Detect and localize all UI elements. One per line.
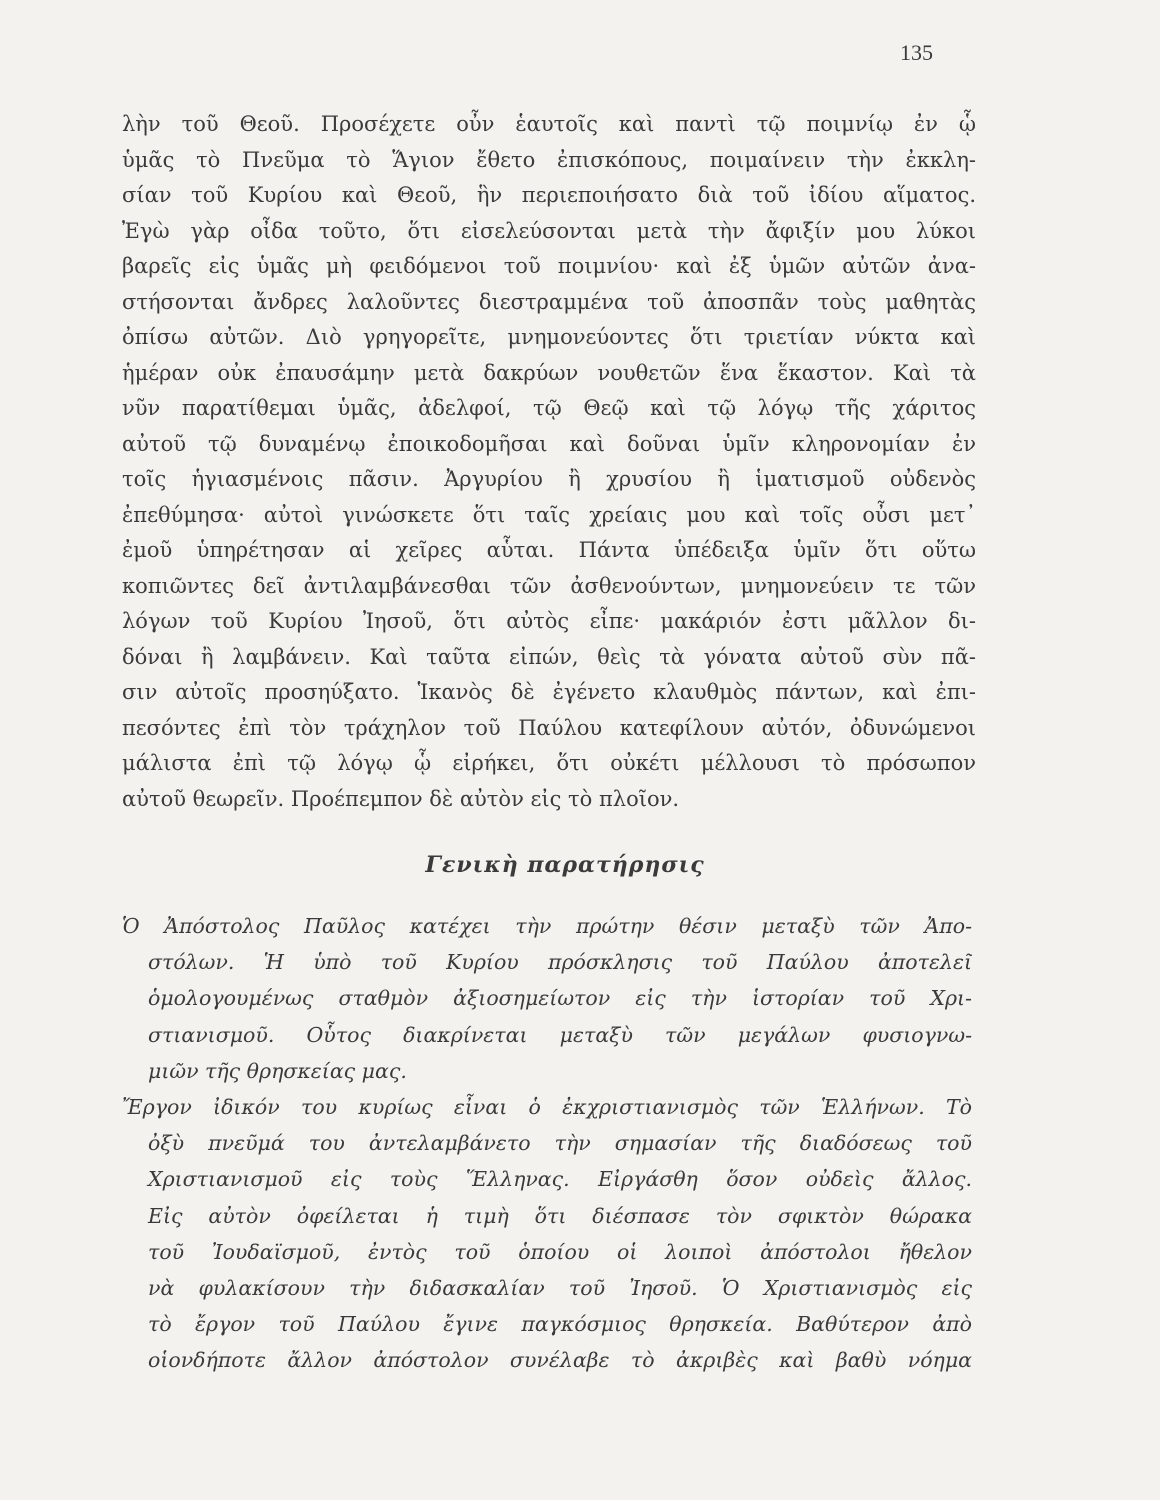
text-line: στόλων. Ἡ ὑπὸ τοῦ Κυρίου πρόσκλησις τοῦ Παύλου ἀποτελεῖ: [148, 950, 972, 975]
text-line: νῦν παρατίθεμαι ὑμᾶς, ἀδελφοί, τῷ Θεῷ καὶ τῷ λόγῳ τῆς χάριτος: [122, 396, 976, 420]
text-line: σίαν τοῦ Κυρίου καὶ Θεοῦ, ἣν περιεποιήσατο διὰ τοῦ ἰδίου αἵματος.: [122, 183, 976, 207]
text-line: Ἐγὼ γὰρ οἶδα τοῦτο, ὅτι εἰσελεύσονται μετὰ τὴν ἄφιξίν μου λύκοι: [122, 218, 976, 243]
text-line: Εἰς αὐτὸν ὀφείλεται ἡ τιμὴ ὅτι διέσπασε τὸν σφικτὸν θώρακα: [148, 1203, 972, 1228]
text-line: αὐτοῦ τῷ δυναμένῳ ἐποικοδομῆσαι καὶ δοῦναι ὑμῖν κληρονομίαν ἐν: [122, 431, 976, 456]
text-line: λὴν τοῦ Θεοῦ. Προσέχετε οὖν ἑαυτοῖς καὶ παντὶ τῷ ποιμνίῳ ἐν ᾧ: [122, 112, 976, 136]
text-line: λόγων τοῦ Κυρίου Ἰησοῦ, ὅτι αὐτὸς εἶπε· μακάριόν ἐστι μᾶλλον δι-: [122, 609, 976, 633]
text-line: μιῶν τῆς θρησκείας μας.: [148, 1058, 407, 1083]
text-line: ἐμοῦ ὑπηρέτησαν αἱ χεῖρες αὗται. Πάντα ὑπέδειξα ὑμῖν ὅτι οὕτω: [122, 538, 976, 562]
text-line: Ἔργον ἰδικόν του κυρίως εἶναι ὁ ἐκχριστιανισμὸς τῶν Ἑλλήνων. Τὸ: [122, 1094, 972, 1119]
text-line: μάλιστα ἐπὶ τῷ λόγῳ ᾧ εἰρήκει, ὅτι οὐκέτι μέλλουσι τὸ πρόσωπον: [122, 751, 976, 775]
page-number: 135: [900, 40, 933, 65]
text-line: βαρεῖς εἰς ὑμᾶς μὴ φειδόμενοι τοῦ ποιμνίου· καὶ ἐξ ὑμῶν αὐτῶν ἀνα-: [122, 254, 976, 278]
text-line: σιν αὐτοῖς προσηύξατο. Ἱκανὸς δὲ ἐγένετο κλαυθμὸς πάντων, καὶ ἐπι-: [122, 680, 976, 704]
text-line: ἡμέραν οὐκ ἐπαυσάμην μετὰ δακρύων νουθετῶν ἕνα ἕκαστον. Καὶ τὰ: [122, 360, 976, 385]
section-heading: Γενικὴ παρατήρησις: [425, 852, 705, 878]
text-line: τοῖς ἡγιασμένοις πᾶσιν. Ἀργυρίου ἢ χρυσίου ἢ ἱματισμοῦ οὐδενὸς: [122, 467, 976, 491]
text-line: στιανισμοῦ. Οὗτος διακρίνεται μεταξὺ τῶν μεγάλων φυσιογνω-: [148, 1022, 972, 1047]
text-line: οἱονδήποτε ἄλλον ἀπόστολον συνέλαβε τὸ ἀκριβὲς καὶ βαθὺ νόημα: [148, 1348, 972, 1373]
body-text: [122, 107, 976, 817]
text-line: ὀπίσω αὐτῶν. Διὸ γρηγορεῖτε, μνημονεύοντες ὅτι τριετίαν νύκτα καὶ: [122, 325, 976, 349]
text-line: δόναι ἢ λαμβάνειν. Καὶ ταῦτα εἰπών, θεὶς τὰ γόνατα αὐτοῦ σὺν πᾶ-: [122, 644, 976, 669]
text-line: τὸ ἔργον τοῦ Παύλου ἔγινε παγκόσμιος θρησκεία. Βαθύτερον ἀπὸ: [148, 1312, 972, 1337]
text-line: Ὁ Ἀπόστολος Παῦλος κατέχει τὴν πρώτην θέσιν μεταξὺ τῶν Ἀπο-: [122, 914, 972, 938]
text-line: κοπιῶντες δεῖ ἀντιλαμβάνεσθαι τῶν ἀσθενούντων, μνημονεύειν τε τῶν: [122, 573, 976, 598]
text-line: στήσονται ἄνδρες λαλοῦντες διεστραμμένα τοῦ ἀποσπᾶν τοὺς μαθητὰς: [122, 289, 976, 314]
text-line: πεσόντες ἐπὶ τὸν τράχηλον τοῦ Παύλου κατεφίλουν αὐτόν, ὀδυνώμενοι: [122, 715, 976, 740]
text-line: ὀξὺ πνεῦμά του ἀντελαμβάνετο τὴν σημασίαν τῆς διαδόσεως τοῦ: [148, 1131, 972, 1156]
text-line: ὁμολογουμένως σταθμὸν ἀξιοσημείωτον εἰς τὴν ἱστορίαν τοῦ Χρι-: [148, 986, 972, 1011]
text-line: Χριστιανισμοῦ εἰς τοὺς Ἕλληνας. Εἰργάσθη ὅσον οὐδεὶς ἄλλος.: [148, 1167, 972, 1192]
text-line: νὰ φυλακίσουν τὴν διδασκαλίαν τοῦ Ἰησοῦ. Ὁ Χριστιανισμὸς εἰς: [148, 1275, 972, 1300]
text-line: τοῦ Ἰουδαϊσμοῦ, ἐντὸς τοῦ ὁποίου οἱ λοιποὶ ἀπόστολοι ἤθελον: [148, 1239, 972, 1264]
general-remark-text: [122, 908, 972, 1378]
text-line: ἐπεθύμησα· αὐτοὶ γινώσκετε ὅτι ταῖς χρείαις μου καὶ τοῖς οὖσι μετ᾽: [122, 502, 976, 527]
text-line: αὐτοῦ θεωρεῖν. Προέπεμπον δὲ αὐτὸν εἰς τὸ πλοῖον.: [122, 786, 680, 811]
text-line: ὑμᾶς τὸ Πνεῦμα τὸ Ἅγιον ἔθετο ἐπισκόπους, ποιμαίνειν τὴν ἐκκλη-: [122, 147, 976, 172]
